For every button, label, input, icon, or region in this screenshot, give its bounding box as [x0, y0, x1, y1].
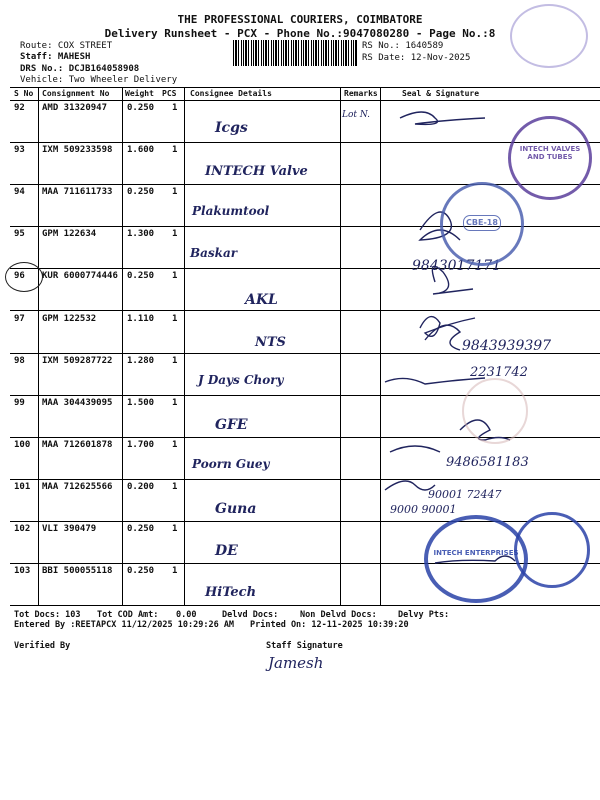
row-pcs: 1	[172, 439, 178, 450]
col-weight: Weight	[125, 89, 154, 98]
table-header	[10, 87, 600, 101]
row-sno: 102	[14, 524, 31, 534]
stamp-intech-enterprises-text: INTECH ENTERPRISES	[433, 549, 519, 557]
row-pcs: 1	[172, 145, 178, 156]
row-sno: 103	[14, 566, 31, 577]
row-weight: 1.500	[127, 397, 155, 408]
printed-on: Printed On: 12-11-2025 10:39:20	[250, 620, 409, 630]
tot-cod-label: Tot COD Amt:	[97, 610, 159, 620]
row-weight: 0.250	[127, 103, 155, 113]
row-pcs: 1	[172, 481, 178, 492]
row-sno: 95	[14, 229, 25, 240]
row-sno: 99	[14, 397, 25, 408]
row-weight: 1.110	[127, 313, 155, 324]
delvy-pts: Delvy Pts:	[398, 610, 450, 620]
rs-date: RS Date: 12-Nov-2025	[362, 53, 471, 63]
row-weight: 1.600	[127, 145, 155, 156]
row-cons: KUR 6000774446	[42, 271, 118, 282]
sig-phone-6: 9000 90001	[390, 503, 457, 516]
row-consignee-hand: Plakumtool	[192, 204, 270, 219]
sig-phone-3: 2231742	[470, 365, 528, 380]
row-weight: 1.280	[127, 355, 155, 366]
row-consignee-hand: Baskar	[190, 246, 238, 261]
route: Route: COX STREET	[20, 41, 113, 51]
row-weight: 0.250	[127, 187, 155, 198]
entered-by: Entered By :REETAPCX 11/12/2025 10:29:26 AM	[14, 620, 235, 630]
row-weight: 0.250	[127, 566, 155, 577]
row-consignee-hand: NTS	[255, 334, 286, 350]
stamp-intech-valves-text: INTECH VALVES AND TUBES	[519, 145, 581, 161]
doc-title: THE PROFESSIONAL COURIERS, COIMBATORE	[177, 13, 423, 26]
row-pcs: 1	[172, 271, 178, 282]
remark-hand: Lot N.	[342, 110, 371, 120]
row-cons: AMD 31320947	[42, 103, 108, 113]
col-consignment: Consignment No	[42, 89, 110, 98]
row-sno: 94	[14, 187, 25, 198]
stamp-round-2	[514, 512, 590, 588]
stamp-cbe-18	[440, 182, 524, 266]
delvd-docs: Delvd Docs:	[222, 610, 279, 620]
col-seal: Seal & Signature	[402, 89, 480, 98]
row-consignee-hand: DE	[215, 543, 238, 559]
sig-phone-1: 9843017171	[412, 258, 502, 274]
row-consignee-hand: Guna	[215, 500, 257, 517]
sig-phone-5: 90001 72447	[428, 488, 502, 501]
row-cons: VLI 390479	[42, 524, 97, 534]
col-pcs: PCS	[162, 89, 177, 98]
non-delvd-docs: Non Delvd Docs:	[300, 610, 377, 620]
row-cons: IXM 509287722	[42, 355, 113, 366]
staff: Staff: MAHESH	[20, 52, 91, 62]
row-cons: GPM 122532	[42, 313, 97, 324]
vehicle: Vehicle: Two Wheeler Delivery	[20, 75, 178, 85]
row-weight: 0.250	[127, 271, 155, 282]
stamp-intech-enterprises	[424, 515, 528, 603]
row-pcs: 1	[172, 397, 178, 408]
drs-no: DRS No.: DCJB164058908	[20, 64, 140, 74]
row-pcs: 1	[172, 566, 178, 577]
staff-signature-hand: Jamesh	[268, 654, 324, 672]
row-cons: GPM 122634	[42, 229, 97, 240]
row-sno: 93	[14, 145, 25, 156]
row-sno: 101	[14, 481, 31, 492]
row-circle-mark	[5, 262, 43, 292]
row-weight: 1.300	[127, 229, 155, 240]
row-cons: IXM 509233598	[42, 145, 113, 156]
row-cons: MAA 304439095	[42, 397, 113, 408]
row-sno: 92	[14, 103, 25, 113]
stamp-faint	[510, 4, 588, 68]
row-weight: 0.200	[127, 481, 155, 492]
row-consignee-hand: Icgs	[215, 120, 248, 136]
row-pcs: 1	[172, 187, 178, 198]
doc-subtitle: Delivery Runsheet - PCX - Phone No.:9047080280 - Page No.:8	[104, 27, 496, 40]
rs-no: RS No.: 1640589	[362, 41, 444, 51]
row-pcs: 1	[172, 355, 178, 366]
stamp-faint-2	[462, 378, 528, 444]
row-consignee-hand: INTECH Valve	[205, 164, 308, 180]
stamp-intech-valves	[508, 116, 592, 200]
row-weight: 1.700	[127, 439, 155, 450]
row-cons: MAA 712625566	[42, 481, 113, 492]
row-pcs: 1	[172, 229, 178, 240]
row-pcs: 1	[172, 103, 178, 113]
sig-phone-4: 9486581183	[446, 455, 529, 470]
verified-by: Verified By	[14, 641, 71, 651]
row-sno: 97	[14, 313, 25, 324]
barcode	[233, 40, 357, 66]
col-consignee: Consignee Details	[190, 89, 272, 98]
row-consignee-hand: J Days Chory	[198, 372, 284, 387]
row-pcs: 1	[172, 524, 178, 534]
row-cons: BBI 500055118	[42, 566, 113, 577]
sig-phone-2: 9843939397	[462, 338, 552, 354]
row-consignee-hand: AKL	[245, 292, 278, 309]
col-remarks: Remarks	[344, 89, 378, 98]
row-cons: MAA 711611733	[42, 187, 113, 198]
row-pcs: 1	[172, 313, 178, 324]
row-sno: 100	[14, 439, 31, 450]
row-cons: MAA 712601878	[42, 439, 113, 450]
tot-docs: Tot Docs: 103	[14, 610, 81, 620]
stamp-cbe-18-text: CBE-18	[463, 215, 501, 231]
col-sno: S No	[14, 89, 34, 98]
staff-signature-label: Staff Signature	[266, 641, 343, 651]
row-consignee-hand: HiTech	[205, 585, 257, 601]
row-sno: 98	[14, 355, 25, 366]
tot-cod-value: 0.00	[176, 610, 197, 620]
row-sno: 96	[14, 271, 25, 282]
row-consignee-hand: Poorn Guey	[192, 456, 270, 471]
row-weight: 0.250	[127, 524, 155, 534]
row-consignee-hand: GFE	[215, 416, 248, 433]
